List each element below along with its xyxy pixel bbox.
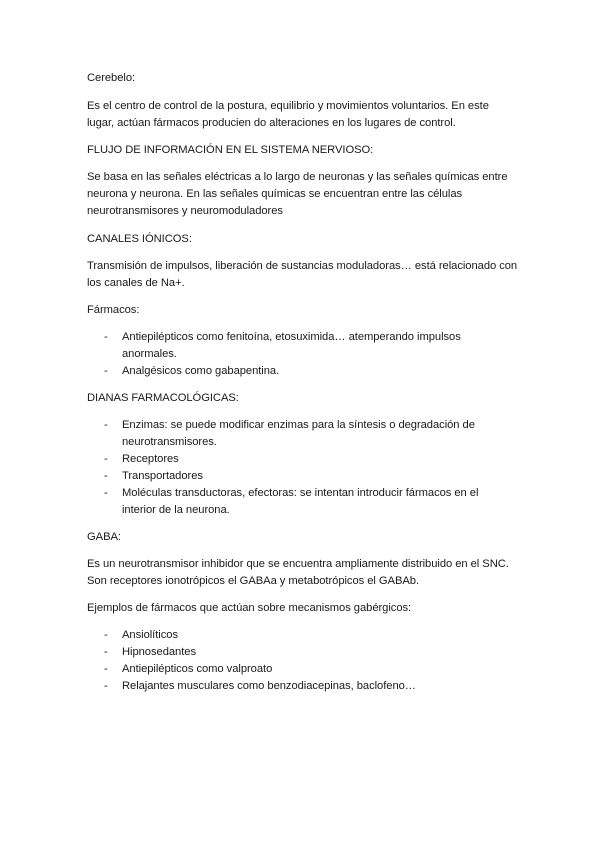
section-heading-flujo: FLUJO DE INFORMACIÓN EN EL SISTEMA NERVIOSO: [87,144,374,156]
bullet-dash: - [104,453,108,465]
paragraph-line: lugar, actúan fármacos producien do alteraciones en los lugares de control. [87,117,456,129]
list-item: Moléculas transductoras, efectoras: se intentan introducir fármacos en el [122,487,479,499]
paragraph-line: neurona y neurona. En las señales químicas se encuentran entre las células [87,188,463,200]
bullet-dash: - [104,487,108,499]
section-heading-ejemplos: Ejemplos de fármacos que actúan sobre mecanismos gabérgicos: [87,602,412,614]
bullet-dash: - [104,680,108,692]
list-item: Ansiolíticos [122,629,178,641]
paragraph-line: Transmisión de impulsos, liberación de sustancias moduladoras… está relacionado con [87,260,518,272]
list-item: Hipnosedantes [122,646,196,658]
paragraph-line: Son receptores ionotrópicos el GABAa y metabotrópicos el GABAb. [87,575,420,587]
paragraph-line: neurotransmisores y neuromoduladores [87,205,283,217]
list-item-continuation: anormales. [122,348,177,360]
paragraph-line: los canales de Na+. [87,277,185,289]
bullet-dash: - [104,470,108,482]
list-item: Analgésicos como gabapentina. [122,365,280,377]
section-heading-cerebelo: Cerebelo: [87,72,136,84]
paragraph-line: Se basa en las señales eléctricas a lo largo de neuronas y las señales químicas entre [87,171,508,183]
paragraph-line: Es un neurotransmisor inhibidor que se encuentra ampliamente distribuido en el SNC. [87,558,509,570]
bullet-dash: - [104,419,108,431]
list-item: Enzimas: se puede modificar enzimas para la síntesis o degradación de [122,419,475,431]
list-item: Transportadores [122,470,203,482]
list-item: Relajantes musculares como benzodiacepinas, baclofeno… [122,680,416,692]
section-heading-gaba: GABA: [87,531,121,543]
section-heading-dianas: DIANAS FARMACOLÓGICAS: [87,392,239,404]
list-item: Antiepilépticos como valproato [122,663,273,675]
list-item: Antiepilépticos como fenitoína, etosuximida… atemperando impulsos [122,331,461,343]
list-item-continuation: neurotransmisores. [122,436,217,448]
paragraph-line: Es el centro de control de la postura, equilibrio y movimientos voluntarios. En este [87,100,489,112]
section-heading-canales: CANALES IÓNICOS: [87,233,192,245]
bullet-dash: - [104,365,108,377]
bullet-dash: - [104,331,108,343]
list-item-continuation: interior de la neurona. [122,504,230,516]
bullet-dash: - [104,629,108,641]
section-heading-farmacos: Fármacos: [87,304,140,316]
bullet-dash: - [104,646,108,658]
list-item: Receptores [122,453,179,465]
bullet-dash: - [104,663,108,675]
